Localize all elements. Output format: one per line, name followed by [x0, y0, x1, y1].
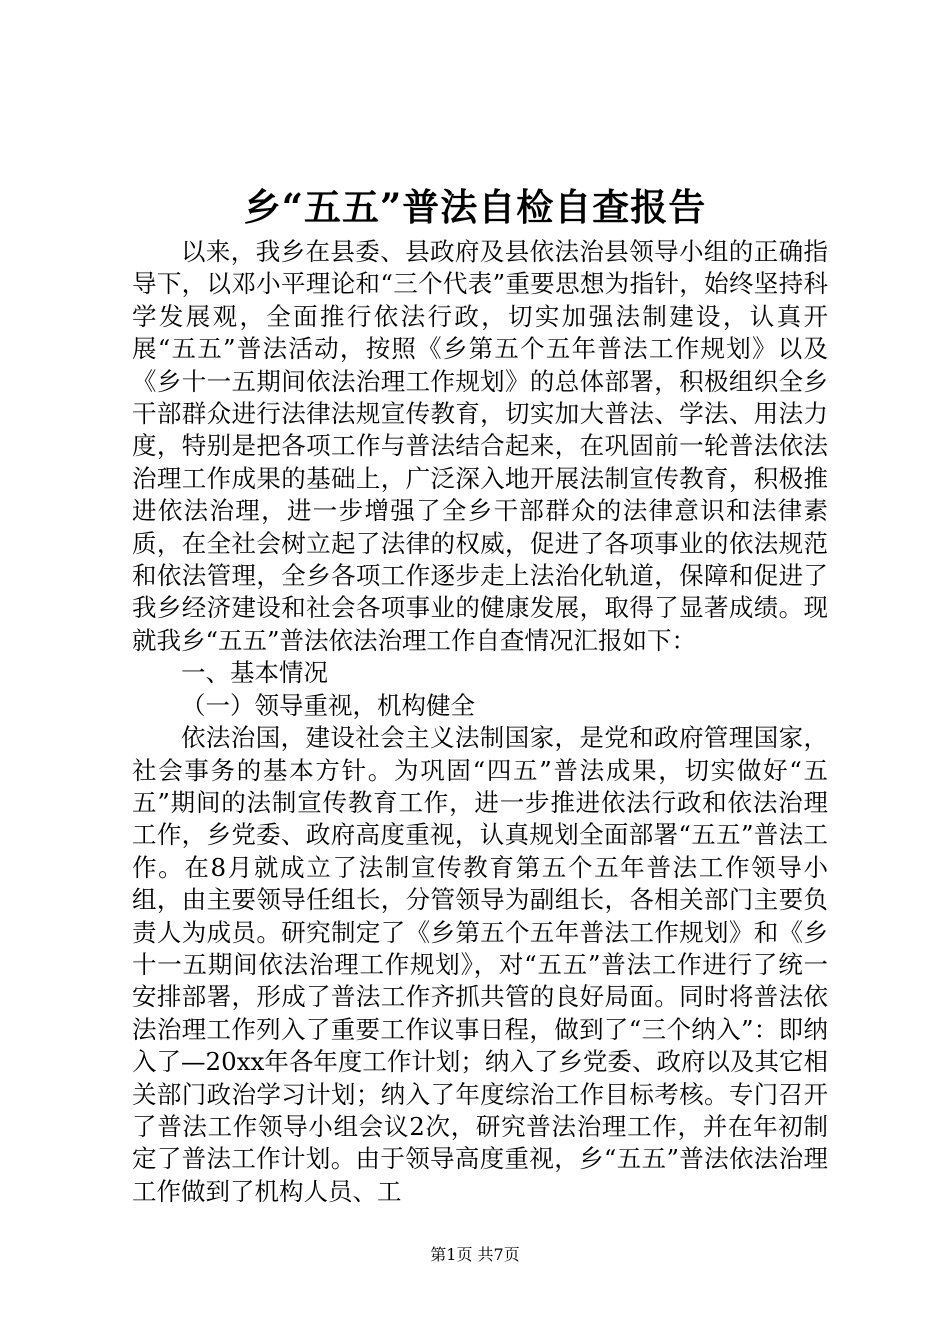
paragraph-leadership: 依法治国，建设社会主义法制国家，是党和政府管理国家，社会事务的基本方针。为巩固“四五”普法成果，切实做好“五五”期间的法制宣传教育工作，进一步推进依法行政和依法治理工作，乡党委、政府高度重视，认真规划全面部署“五五”普法工作。在8月就成立了法制宣传教育第五个五年普法工作领导小组，由主要领导任组长，分管领导为副组长，各相关部门主要负责人为成员。研究制定了《乡第五个五年普法工作规划》和《乡十一五期间依法治理工作规划》，对“五五”普法工作进行了统一安排部署，形成了普法工作齐抓共管的良好局面。同时将普法依法治理工作列入了重要工作议事日程，做到了“三个纳入”：即纳入了—20xx年各年度工作计划；纳入了乡党委、政府以及其它相关部门政治学习计划；纳入了年度综治工作目标考核。专门召开了普法工作领导小组会议2次，研究普法治理工作，并在年初制定了普法工作计划。由于领导高度重视，乡“五五”普法依法治理工作做到了机构人员、工: [132, 723, 828, 1206]
section-heading: 一、基本情况: [181, 658, 328, 688]
document-title: 乡“五五”普法自检自查报告: [243, 185, 707, 229]
subsection-heading: （一）领导重视，机构健全: [181, 690, 475, 720]
page-footer: 第1页 共7页: [430, 1245, 520, 1264]
document-body: [132, 236, 828, 1208]
paragraph-intro: 以来，我乡在县委、县政府及县依法治县领导小组的正确指导下，以邓小平理论和“三个代表”重要思想为指针，始终坚持科学发展观，全面推行依法行政，切实加强法制建设，认真开展“五五”普法活动，按照《乡第五个五年普法工作规划》以及《乡十一五期间依法治理工作规划》的总体部署，积极组织全乡干部群众进行法律法规宣传教育，切实加大普法、学法、用法力度，特别是把各项工作与普法结合起来，在巩固前一轮普法依法治理工作成果的基础上，广泛深入地开展法制宣传教育，积极推进依法治理，进一步增强了全乡干部群众的法律意识和法律素质，在全社会树立起了法律的权威，促进了各项事业的依法规范和依法管理，全乡各项工作逐步走上法治化轨道，保障和促进了我乡经济建设和社会各项事业的健康发展，取得了显著成绩。现就我乡“五五”普法依法治理工作自查情况汇报如下：: [132, 237, 828, 655]
